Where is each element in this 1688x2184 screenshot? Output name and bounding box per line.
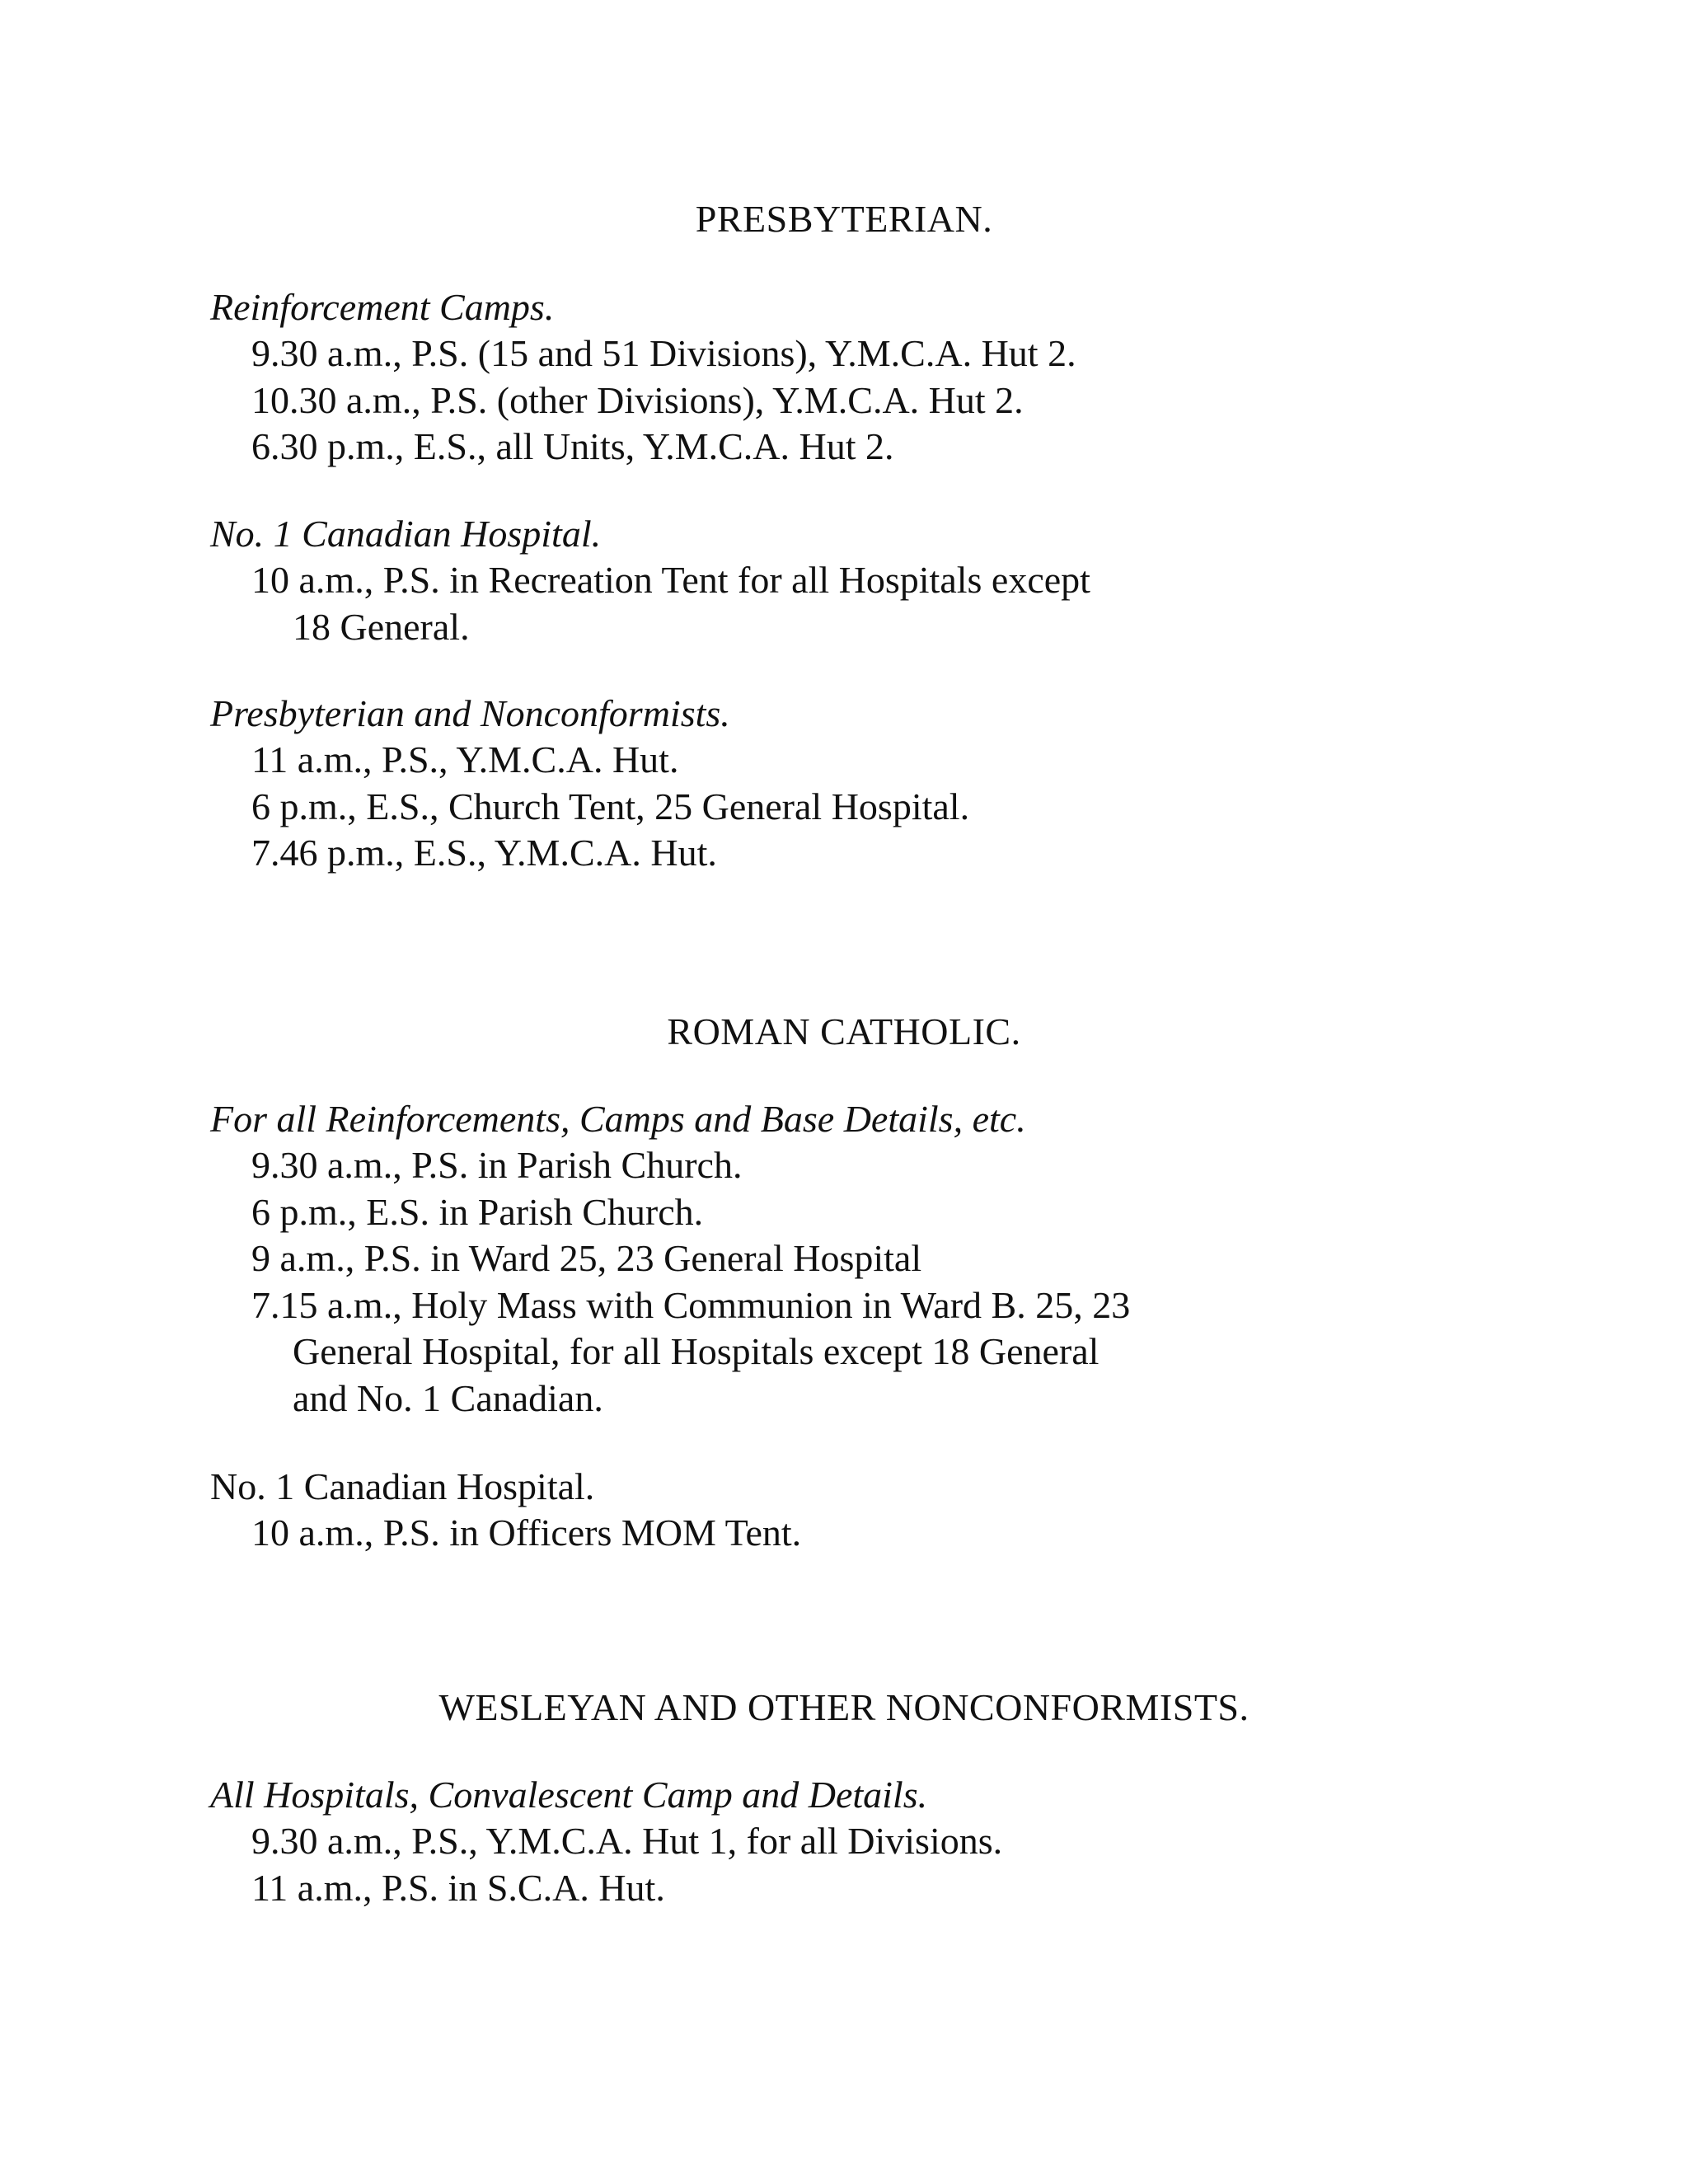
group-title: Reinforcement Camps. — [210, 286, 555, 328]
service-entry: 9.30 a.m., P.S. in Parish Church. — [251, 1144, 743, 1186]
service-entry: 10.30 a.m., P.S. (other Divisions), Y.M.C.A. Hut 2. — [251, 378, 1024, 421]
group-title: No. 1 Canadian Hospital. — [210, 1465, 595, 1507]
service-entry: 10 a.m., P.S. in Officers MOM Tent. — [251, 1511, 802, 1554]
service-list — [210, 1818, 1529, 1911]
service-list — [210, 330, 1529, 471]
section-heading-roman-catholic: ROMAN CATHOLIC. — [667, 1010, 1021, 1052]
group-title: For all Reinforcements, Camps and Base Details, etc. — [210, 1098, 1026, 1140]
group-title: All Hospitals, Convalescent Camp and Details. — [210, 1774, 928, 1816]
service-list — [210, 737, 1529, 877]
entry-continuation: and No. 1 Canadian. — [293, 1376, 603, 1419]
service-entry — [210, 557, 1529, 650]
service-list — [210, 1510, 1529, 1557]
entry-continuation: General Hospital, for all Hospitals except 18 General — [293, 1330, 1100, 1372]
service-entry: 7.46 p.m., E.S., Y.M.C.A. Hut. — [251, 832, 717, 874]
group-canadian-hospital — [210, 511, 1529, 650]
service-entry — [210, 1282, 1529, 1422]
group-reinforcements — [210, 1096, 1529, 1422]
entry-line: 10 a.m., P.S. in Recreation Tent for all Hospitals except — [251, 559, 1090, 601]
group-title: Presbyterian and Nonconformists. — [210, 692, 730, 734]
service-entry: 6 p.m., E.S., Church Tent, 25 General Hospital. — [251, 785, 970, 827]
service-entry: 11 a.m., P.S., Y.M.C.A. Hut. — [251, 738, 679, 780]
entry-continuation: 18 General. — [293, 605, 470, 648]
service-entry: 6.30 p.m., E.S., all Units, Y.M.C.A. Hut 2. — [251, 425, 894, 467]
entry-line: 7.15 a.m., Holy Mass with Communion in Ward B. 25, 23 — [251, 1283, 1131, 1326]
section-heading-presbyterian: PRESBYTERIAN. — [695, 198, 993, 240]
service-entry: 9.30 a.m., P.S., Y.M.C.A. Hut 1, for all Divisions. — [251, 1820, 1003, 1862]
group-canadian-hospital-rc — [210, 1464, 1529, 1557]
service-entry: 9 a.m., P.S. in Ward 25, 23 General Hospital — [251, 1237, 922, 1279]
service-entry: 6 p.m., E.S. in Parish Church. — [251, 1190, 704, 1233]
group-reinforcement-camps — [210, 284, 1529, 471]
section-heading-wesleyan: WESLEYAN AND OTHER NONCONFORMISTS. — [438, 1686, 1250, 1728]
service-list — [210, 557, 1529, 650]
group-all-hospitals — [210, 1772, 1529, 1911]
group-presbyterian-nonconformists — [210, 691, 1529, 877]
service-entry: 9.30 a.m., P.S. (15 and 51 Divisions), Y.M.C.A. Hut 2. — [251, 332, 1076, 374]
service-entry: 11 a.m., P.S. in S.C.A. Hut. — [251, 1866, 665, 1909]
group-title: No. 1 Canadian Hospital. — [210, 513, 602, 555]
service-list — [210, 1142, 1529, 1422]
